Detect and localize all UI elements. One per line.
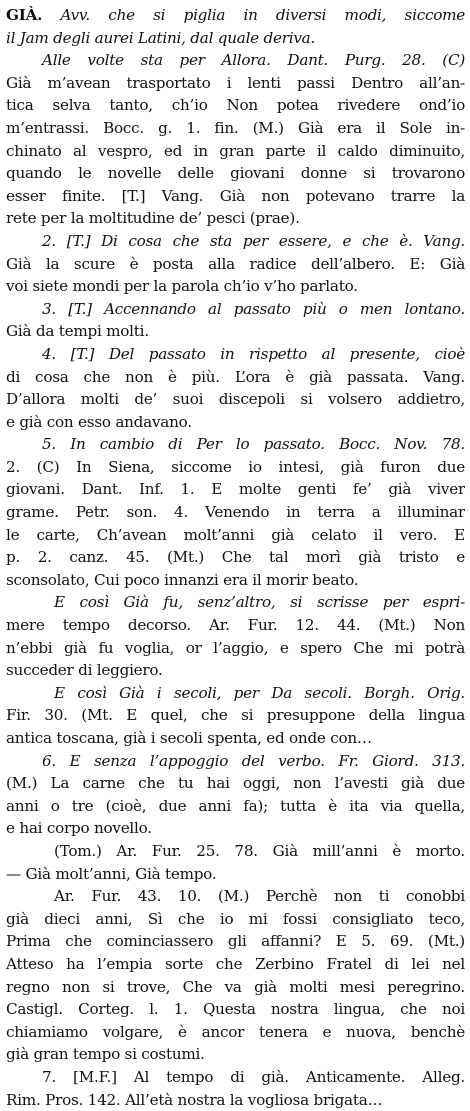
para-7-line-3: antica toscana, già i secoli spenta, ed onde con… [6,727,465,750]
para-4-line-1: 4. [T.] Del passato in rispetto al presente, cioè [6,343,465,366]
para-2-line-3: voi siete mondi per la parola ch’io v’ho parlato. [6,275,465,298]
para-10-line-5: regno non si trove, Che va già molti mesi peregrino. [6,976,465,999]
para-1-line-2: Già m’avean trasportato i lenti passi Dentro all’an- [6,72,465,95]
para-10-line-7: chiamiamo volgare, è ancor tenera e nuova, benchè [6,1021,465,1044]
para-7-line-1: E così Già i secoli, per Da secoli. Borgh. Orig. [6,682,465,705]
para-5-line-1: 5. In cambio di Per lo passato. Bocc. Nov. 78. [6,433,465,456]
para-10-line-2: già dieci anni, Sì che io mi fossi consigliato teco, [6,908,465,931]
para-1-line-3: tica selva tanto, ch’io Non potea rivedere ond’io [6,94,465,117]
entry-heading-line-2 [6,27,465,50]
para-10-line-4: Atteso ha l’empia sorte che Zerbino Fratel di lei nel [6,953,465,976]
para-5-line-4: grame. Petr. son. 4. Venendo in terra a illuminar [6,501,465,524]
para-3-line-1: 3. [T.] Accennando al passato più o men lontano. [6,298,465,321]
para-1-line-5: chinato al vespro, ed in gran parte il caldo diminuito, [6,140,465,163]
para-9-line-2: — Già molt’anni, Già tempo. [6,863,465,886]
para-4-line-4: e già con esso andavano. [6,411,465,434]
para-2-line-2: Già la scure è posta alla radice dell’albero. E: Già [6,253,465,276]
para-10-line-6: Castigl. Corteg. l. 1. Questa nostra lingua, che noi [6,998,465,1021]
para-1-line-8: rete per la moltitudine de’ pesci (prae). [6,207,465,230]
para-11-line-2: Rim. Pros. 142. All’età nostra la vogliosa brigata… [6,1089,465,1111]
para-8-line-4: e hai corpo novello. [6,817,465,840]
para-6-line-1: E così Già fu, senz’altro, si scrisse per espri- [6,591,465,614]
entry-definition-part-2: il Jam degli aurei Latini, dal quale deriva. [6,29,315,47]
para-4-line-3: D’allora molti de’ suoi discepoli si volsero addietro, [6,388,465,411]
para-8-line-2: (M.) La carne che tu hai oggi, non l’avesti già due [6,772,465,795]
para-1-line-6: quando le novelle delle giovani donne si trovarono [6,162,465,185]
para-5-line-7: sconsolato, Cui poco innanzi era il morir beato. [6,569,465,592]
para-1-line-1: Alle volte sta per Allora. Dant. Purg. 28. (C) [6,49,465,72]
para-5-line-2: 2. (C) In Siena, siccome io intesi, già furon due [6,456,465,479]
entry-definition-part-1: Avv. che si piglia in diversi modi, siccome [60,6,465,24]
para-3-line-2: Già da tempi molti. [6,320,465,343]
para-11-line-1: 7. [M.F.] Al tempo di già. Anticamente. Alleg. [6,1066,465,1089]
para-2-line-1: 2. [T.] Di cosa che sta per essere, e che è. Vang. [6,230,465,253]
para-1-line-4: m’entrassi. Bocc. g. 1. fin. (M.) Già era il Sole in- [6,117,465,140]
para-1-line-7: esser finite. [T.] Vang. Già non potevano trarre la [6,185,465,208]
para-4-line-2: di cosa che non è più. L’ora è già passata. Vang. [6,366,465,389]
para-10-line-8: già gran tempo si costumi. [6,1043,465,1066]
entry-heading-line-1 [6,4,465,27]
para-6-line-4: succeder di leggiero. [6,659,465,682]
para-10-line-3: Prima che cominciassero gli affanni? E 5. 69. (Mt.) [6,930,465,953]
para-6-line-3: n’ebbi già fu voglia, or l’aggio, e spero Che mi potrà [6,637,465,660]
para-5-line-6: p. 2. canz. 45. (Mt.) Che tal morì già tristo e [6,546,465,569]
para-7-line-2: Fir. 30. (Mt. E quel, che si presuppone della lingua [6,704,465,727]
para-8-line-1: 6. E senza l’appoggio del verbo. Fr. Giord. 313. [6,750,465,773]
para-6-line-2: mere tempo decorso. Ar. Fur. 12. 44. (Mt.) Non [6,614,465,637]
para-5-line-5: le carte, Ch’avean molt’anni già celato il vero. E [6,524,465,547]
headword: GIÀ. [6,6,42,24]
para-5-line-3: giovani. Dant. Inf. 1. E molte genti fe’ già viver [6,478,465,501]
para-9-line-1: (Tom.) Ar. Fur. 25. 78. Già mill’anni è morto. [6,840,465,863]
para-8-line-3: anni o tre (cioè, due anni fa); tutta è ita via quella, [6,795,465,818]
para-10-line-1: Ar. Fur. 43. 10. (M.) Perchè non ti conobbi [6,885,465,908]
